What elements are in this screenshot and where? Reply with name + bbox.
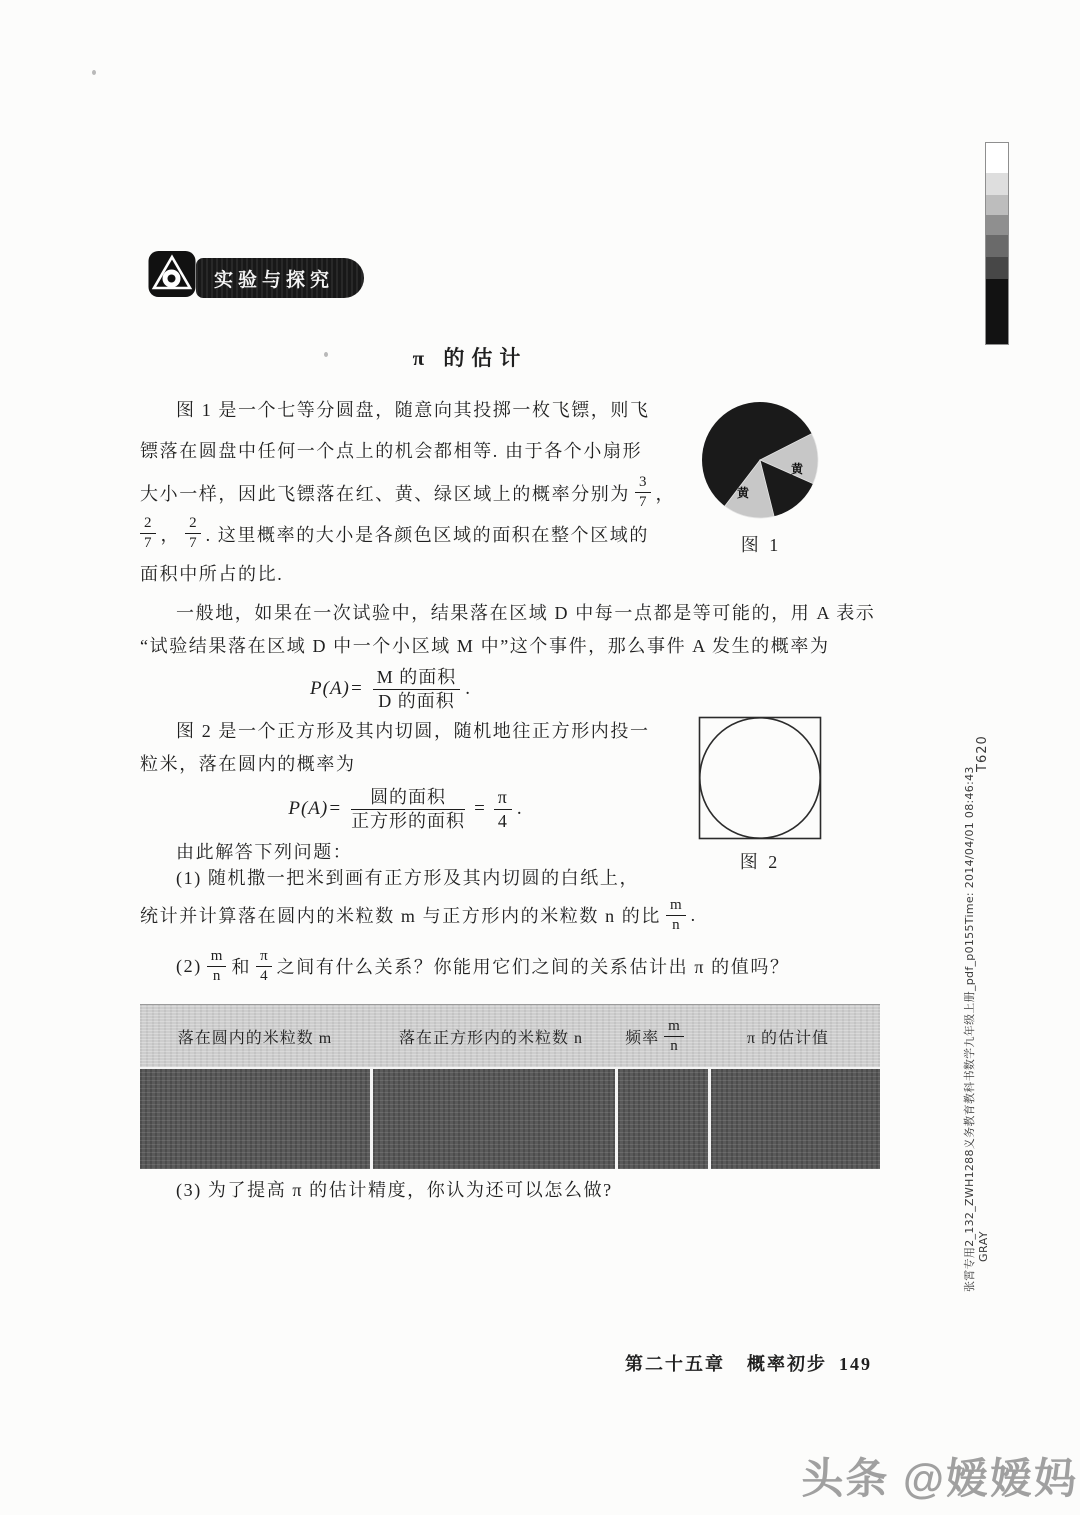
experiment-table — [140, 1004, 880, 1169]
paragraph-line: 一般地，如果在一次试验中，结果落在区域 D 中每一点都是等可能的，用 A 表示 — [176, 603, 876, 623]
table-cell-empty — [618, 1069, 708, 1169]
questions-lead: 由此解答下列问题： — [176, 842, 353, 862]
figure2-caption: 图 2 — [739, 852, 781, 872]
pie-sector-label: 黄 — [736, 486, 750, 500]
formula-period: . — [516, 798, 522, 819]
question-1-line2 — [140, 892, 697, 938]
formula-lhs: P(A)= — [288, 798, 343, 819]
table-header-row — [140, 1005, 880, 1069]
table-header-n: 落在正方形内的米粒数 n — [398, 1029, 583, 1047]
table-cell-empty — [711, 1069, 880, 1169]
calibration-step — [986, 195, 1008, 215]
calibration-step — [986, 173, 1008, 195]
text-run: . — [690, 904, 697, 925]
calibration-strip — [985, 142, 1009, 345]
figure1-pie-disk — [676, 396, 846, 526]
pie-sector-label: 黄 — [790, 462, 804, 476]
paragraph-line: 面积中所占的比. — [140, 564, 284, 584]
paragraph-line: 粒米，落在圆内的概率为 — [140, 754, 356, 774]
text-run: 和 — [231, 957, 252, 977]
section-badge — [196, 258, 364, 298]
watermark: 头条 @嫒嫒妈 — [801, 1455, 1078, 1502]
equals-sign: = — [474, 798, 485, 819]
page-title: π 的估计 — [412, 346, 528, 370]
footer-page-number: 149 — [839, 1354, 872, 1374]
fraction-pi-4: $\frac{\pi}{4}$ — [256, 948, 272, 985]
paragraph-intro — [140, 390, 676, 595]
paragraph-line: “试验结果落在区域 D 中一个小区域 M 中”这个事件，那么事件 A 发生的概率为 — [140, 636, 830, 656]
text-run: . 这里概率的大小是各颜色区域的面积在整个区域的 — [205, 524, 650, 545]
fraction-pi-4: $\frac{\pi}{4}$ — [494, 787, 512, 830]
calibration-step — [986, 235, 1008, 257]
calibration-step — [986, 257, 1008, 279]
fraction-area-MD: $\frac{\text{M 的面积}}{\text{D 的面积}}$ — [373, 667, 461, 710]
footer-chapter: 第二十五章 — [625, 1354, 725, 1374]
scan-speck — [92, 70, 96, 75]
table-cell-empty — [140, 1069, 370, 1169]
fraction-m-n: $\frac{m}{n}$ — [666, 897, 686, 934]
paragraph-line: 图 2 是一个正方形及其内切圆，随机地往正方形内投一 — [176, 721, 650, 741]
paragraph-general — [140, 597, 890, 663]
footer-section: 概率初步 — [747, 1354, 827, 1374]
formula-period: . — [465, 678, 470, 699]
table-header-m: 落在圆内的米粒数 m — [177, 1029, 333, 1047]
text-run: ， — [655, 483, 676, 504]
fraction-3-7: $\frac{3}{7}$ — [635, 474, 651, 511]
text-run: 统计并计算落在圆内的米粒数 m 与正方形内的米粒数 n 的比 — [140, 906, 661, 926]
text-run: 之间有什么关系？你能用它们之间的关系估计出 π 的值吗？ — [276, 957, 790, 977]
formula-lhs: P(A)= — [310, 678, 364, 699]
section-badge-label: 实验与探究 — [214, 269, 335, 291]
fraction-2-7: $\frac{2}{7}$ — [185, 515, 201, 552]
text-run: (2) — [176, 955, 202, 976]
scan-meta: 张霄专用2_132_ZWH1288义务教育教科书数学九年级上册_pdf_p0155Time: 2014/04/01 08:46:43 — [963, 766, 976, 1292]
figure2-square-circle — [698, 716, 822, 840]
paragraph-line — [140, 513, 670, 554]
formula-pi-quarter — [140, 781, 670, 837]
calibration-step — [986, 143, 1008, 173]
fraction-2-7: $\frac{2}{7}$ — [140, 515, 156, 552]
formula-probability-area — [140, 663, 640, 715]
scan-code: T620 — [975, 735, 990, 772]
experiment-logo-icon — [148, 250, 196, 298]
calibration-step — [986, 279, 1008, 344]
paragraph-line — [140, 472, 676, 513]
table-header-frequency — [612, 1005, 702, 1067]
table-header-pi-estimate: π 的估计值 — [746, 1029, 830, 1047]
table-cell-empty — [373, 1069, 615, 1169]
paragraph-line: 镖落在圆盘中任何一个点上的机会都相等. 由于各个小扇形 — [140, 441, 643, 461]
page-footer — [625, 1350, 872, 1376]
figure1-caption: 图 1 — [740, 535, 782, 555]
text-run: ， — [160, 524, 181, 545]
fraction-m-n: $\frac{m}{n}$ — [664, 1018, 684, 1055]
question-1-line1: (1) 随机撒一把米到画有正方形及其内切圆的白纸上， — [176, 868, 640, 888]
text-run: 大小一样，因此飞镖落在红、黄、绿区域上的概率分别为 — [140, 483, 630, 504]
text-run: 频率 — [625, 1029, 660, 1047]
table-body-row — [140, 1069, 880, 1169]
question-2 — [176, 942, 790, 990]
fraction-m-n: $\frac{m}{n}$ — [207, 948, 227, 985]
paragraph-line: 图 1 是一个七等分圆盘，随意向其投掷一枚飞镖，则飞 — [176, 400, 650, 420]
scan-color-mode: GRAY — [977, 1230, 990, 1262]
fraction-area-circle-square: $\frac{\text{圆的面积}}{\text{正方形的面积}}$ — [351, 787, 466, 831]
calibration-step — [986, 215, 1008, 235]
question-3: (3) 为了提高 π 的估计精度，你认为还可以怎么做? — [176, 1180, 613, 1200]
paragraph-figure2 — [140, 715, 670, 781]
